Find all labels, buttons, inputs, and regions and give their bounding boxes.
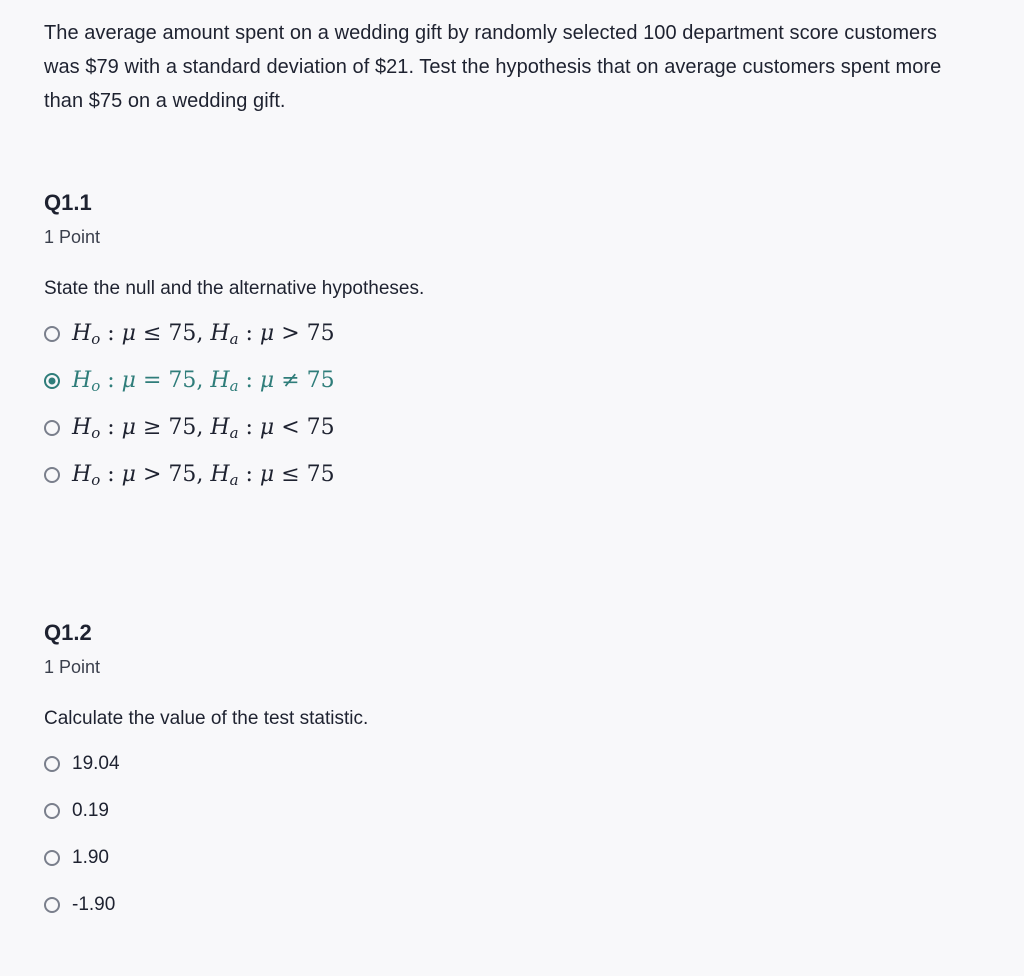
question-1-1 — [44, 188, 424, 498]
alt-relation: ≠ — [281, 368, 300, 393]
option-label: -1.90 — [72, 893, 116, 915]
question-points: 1 Point — [44, 657, 101, 677]
answer-options — [44, 740, 368, 928]
question-title: Q1.2 — [44, 620, 92, 645]
alt-value: 75 — [306, 368, 335, 393]
answer-options — [44, 310, 424, 498]
test-statistic-option-3[interactable] — [44, 834, 368, 881]
test-statistic-option-4[interactable] — [44, 881, 368, 928]
hypothesis-formula: $H_o$ : μ > 75, $H_a$ : μ ≤ 75 — [72, 462, 335, 489]
question-points: 1 Point — [44, 227, 101, 247]
question-1-2 — [44, 618, 368, 928]
null-relation: ≤ — [142, 321, 162, 346]
hypothesis-formula: $H_o$ : μ ≥ 75, $H_a$ : μ < 75 — [72, 415, 335, 442]
radio-button-icon[interactable] — [44, 467, 60, 483]
problem-statement: The average amount spent on a wedding gift by randomly selected 100 department score customers was $79 with a standard deviation of $21. Test the hypothesis that on average customers spent more than $75 on a wedding gift. — [44, 22, 942, 112]
question-prompt: State the null and the alternative hypotheses. — [44, 278, 425, 299]
alt-value: 75 — [306, 462, 335, 487]
question-title: Q1.1 — [44, 190, 92, 215]
test-statistic-option-1[interactable] — [44, 740, 368, 787]
alt-value: 75 — [306, 415, 335, 440]
question-prompt: Calculate the value of the test statistic. — [44, 708, 369, 729]
radio-button-icon[interactable] — [44, 803, 60, 819]
null-value: 75 — [168, 462, 197, 487]
null-relation: = — [142, 368, 162, 393]
alt-relation: < — [281, 415, 300, 440]
hypothesis-formula: $H_o$ : μ ≤ 75, $H_a$ : μ > 75 — [72, 321, 335, 348]
null-value: 75 — [168, 415, 197, 440]
alt-relation: > — [281, 321, 300, 346]
null-relation: > — [142, 462, 162, 487]
radio-button-icon[interactable] — [44, 897, 60, 913]
option-label: 0.19 — [72, 799, 109, 821]
radio-button-icon[interactable] — [44, 420, 60, 436]
null-relation: ≥ — [142, 415, 162, 440]
alt-value: 75 — [306, 321, 335, 346]
test-statistic-option-2[interactable] — [44, 787, 368, 834]
hypothesis-formula: $H_o$ : μ = 75, $H_a$ : μ ≠ 75 — [72, 368, 335, 395]
hypothesis-option-1[interactable] — [44, 310, 424, 357]
radio-button-icon[interactable] — [44, 326, 60, 342]
alt-relation: ≤ — [281, 462, 300, 487]
null-value: 75 — [168, 368, 197, 393]
null-value: 75 — [168, 321, 197, 346]
hypothesis-option-3[interactable] — [44, 404, 424, 451]
option-label: 19.04 — [72, 752, 120, 774]
hypothesis-option-4[interactable] — [44, 451, 424, 498]
radio-button-icon[interactable] — [44, 373, 60, 389]
option-label: 1.90 — [72, 846, 109, 868]
radio-button-icon[interactable] — [44, 850, 60, 866]
hypothesis-option-2[interactable] — [44, 357, 424, 404]
radio-button-icon[interactable] — [44, 756, 60, 772]
